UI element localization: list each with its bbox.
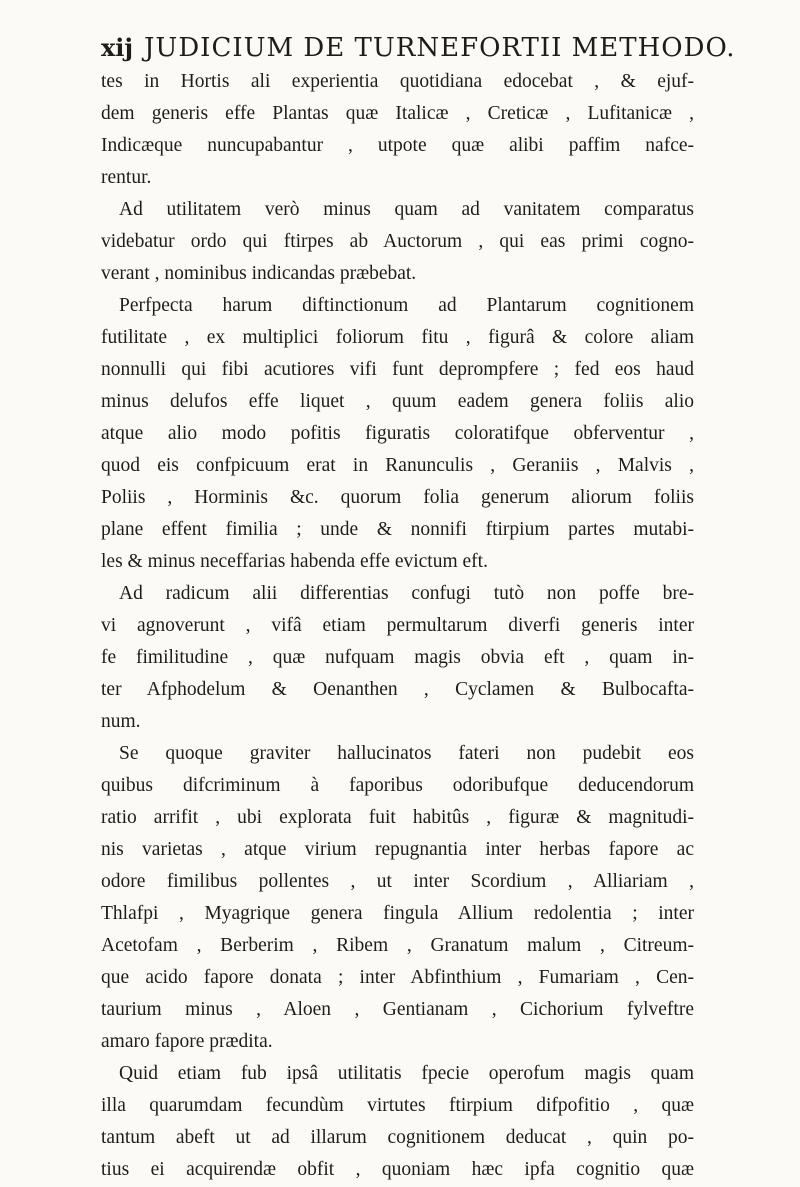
text-line: num. xyxy=(101,711,141,732)
text-line: nonnulli qui fibi acutiores vifi funt deprompfere ; fed eos haud xyxy=(101,359,694,380)
text-line: plane effent fimilia ; unde & nonnifi ftirpium partes mutabi- xyxy=(101,519,694,540)
text-line: minus delufos effe liquet , quum eadem genera foliis alio xyxy=(101,391,694,412)
text-line: tantum abeft ut ad illarum cognitionem deducat , quin po- xyxy=(101,1127,694,1148)
text-line: odore fimilibus pollentes , ut inter Scordium , Alliariam , xyxy=(101,871,694,892)
text-line: quibus difcriminum à faporibus odoribufque deducendorum xyxy=(101,775,694,796)
running-title: JUDICIUM DE TURNEFORTII METHODO. xyxy=(144,33,736,63)
text-line: Indicæque nuncupabantur , utpote quæ alibi paffim nafce- xyxy=(101,135,694,156)
text-line: videbatur ordo qui ftirpes ab Auctorum , qui eas primi cogno- xyxy=(101,231,694,252)
text-line: Poliis , Horminis &c. quorum folia generum aliorum foliis xyxy=(101,487,694,508)
text-line: Se quoque graviter hallucinatos fateri non pudebit eos xyxy=(119,743,694,764)
text-line: Ad radicum alii differentias confugi tutò non poffe bre- xyxy=(119,583,694,604)
text-line: tius ei acquirendæ obfit , quoniam hæc ipfa cognitio quæ xyxy=(101,1159,694,1180)
page-number: xij xyxy=(101,33,134,62)
text-line: ter Afphodelum & Oenanthen , Cyclamen & Bulbocafta- xyxy=(101,679,694,700)
text-line: Quid etiam fub ipsâ utilitatis fpecie operofum magis quam xyxy=(119,1063,694,1084)
text-line: les & minus neceffarias habenda effe evictum eft. xyxy=(101,551,488,572)
text-line: ratio arrifit , ubi explorata fuit habitûs , figuræ & magnitudi- xyxy=(101,807,694,828)
text-line: illa quarumdam fecundùm virtutes ftirpium difpofitio , quæ xyxy=(101,1095,694,1116)
text-line: fe fimilitudine , quæ nufquam magis obvia eft , quam in- xyxy=(101,647,694,668)
text-line: Thlafpi , Myagrique genera fingula Allium redolentia ; inter xyxy=(101,903,694,924)
text-line: Acetofam , Berberim , Ribem , Granatum malum , Citreum- xyxy=(101,935,694,956)
text-line: futilitate , ex multiplici foliorum fitu , figurâ & colore aliam xyxy=(101,327,694,348)
text-line: Ad utilitatem verò minus quam ad vanitatem comparatus xyxy=(119,199,694,220)
text-line: vi agnoverunt , vifâ etiam permultarum diverfi generis inter xyxy=(101,615,694,636)
page-header xyxy=(101,28,736,68)
body-text xyxy=(101,66,694,1186)
text-line: taurium minus , Aloen , Gentianam , Cichorium fylveftre xyxy=(101,999,694,1020)
text-line: dem generis effe Plantas quæ Italicæ , Creticæ , Lufitanicæ , xyxy=(101,103,694,124)
text-line: nis varietas , atque virium repugnantia inter herbas fapore ac xyxy=(101,839,694,860)
text-line: amaro fapore prædita. xyxy=(101,1031,273,1052)
text-line: que acido fapore donata ; inter Abfinthium , Fumariam , Cen- xyxy=(101,967,694,988)
text-line: verant , nominibus indicandas præbebat. xyxy=(101,263,417,284)
text-line: Perfpecta harum diftinctionum ad Plantarum cognitionem xyxy=(119,295,694,316)
text-line: rentur. xyxy=(101,167,152,188)
text-line: atque alio modo pofitis figuratis coloratifque obferventur , xyxy=(101,423,694,444)
text-line: quod eis confpicuum erat in Ranunculis , Geraniis , Malvis , xyxy=(101,455,694,476)
text-line: tes in Hortis ali experientia quotidiana edocebat , & ejuf- xyxy=(101,71,694,92)
